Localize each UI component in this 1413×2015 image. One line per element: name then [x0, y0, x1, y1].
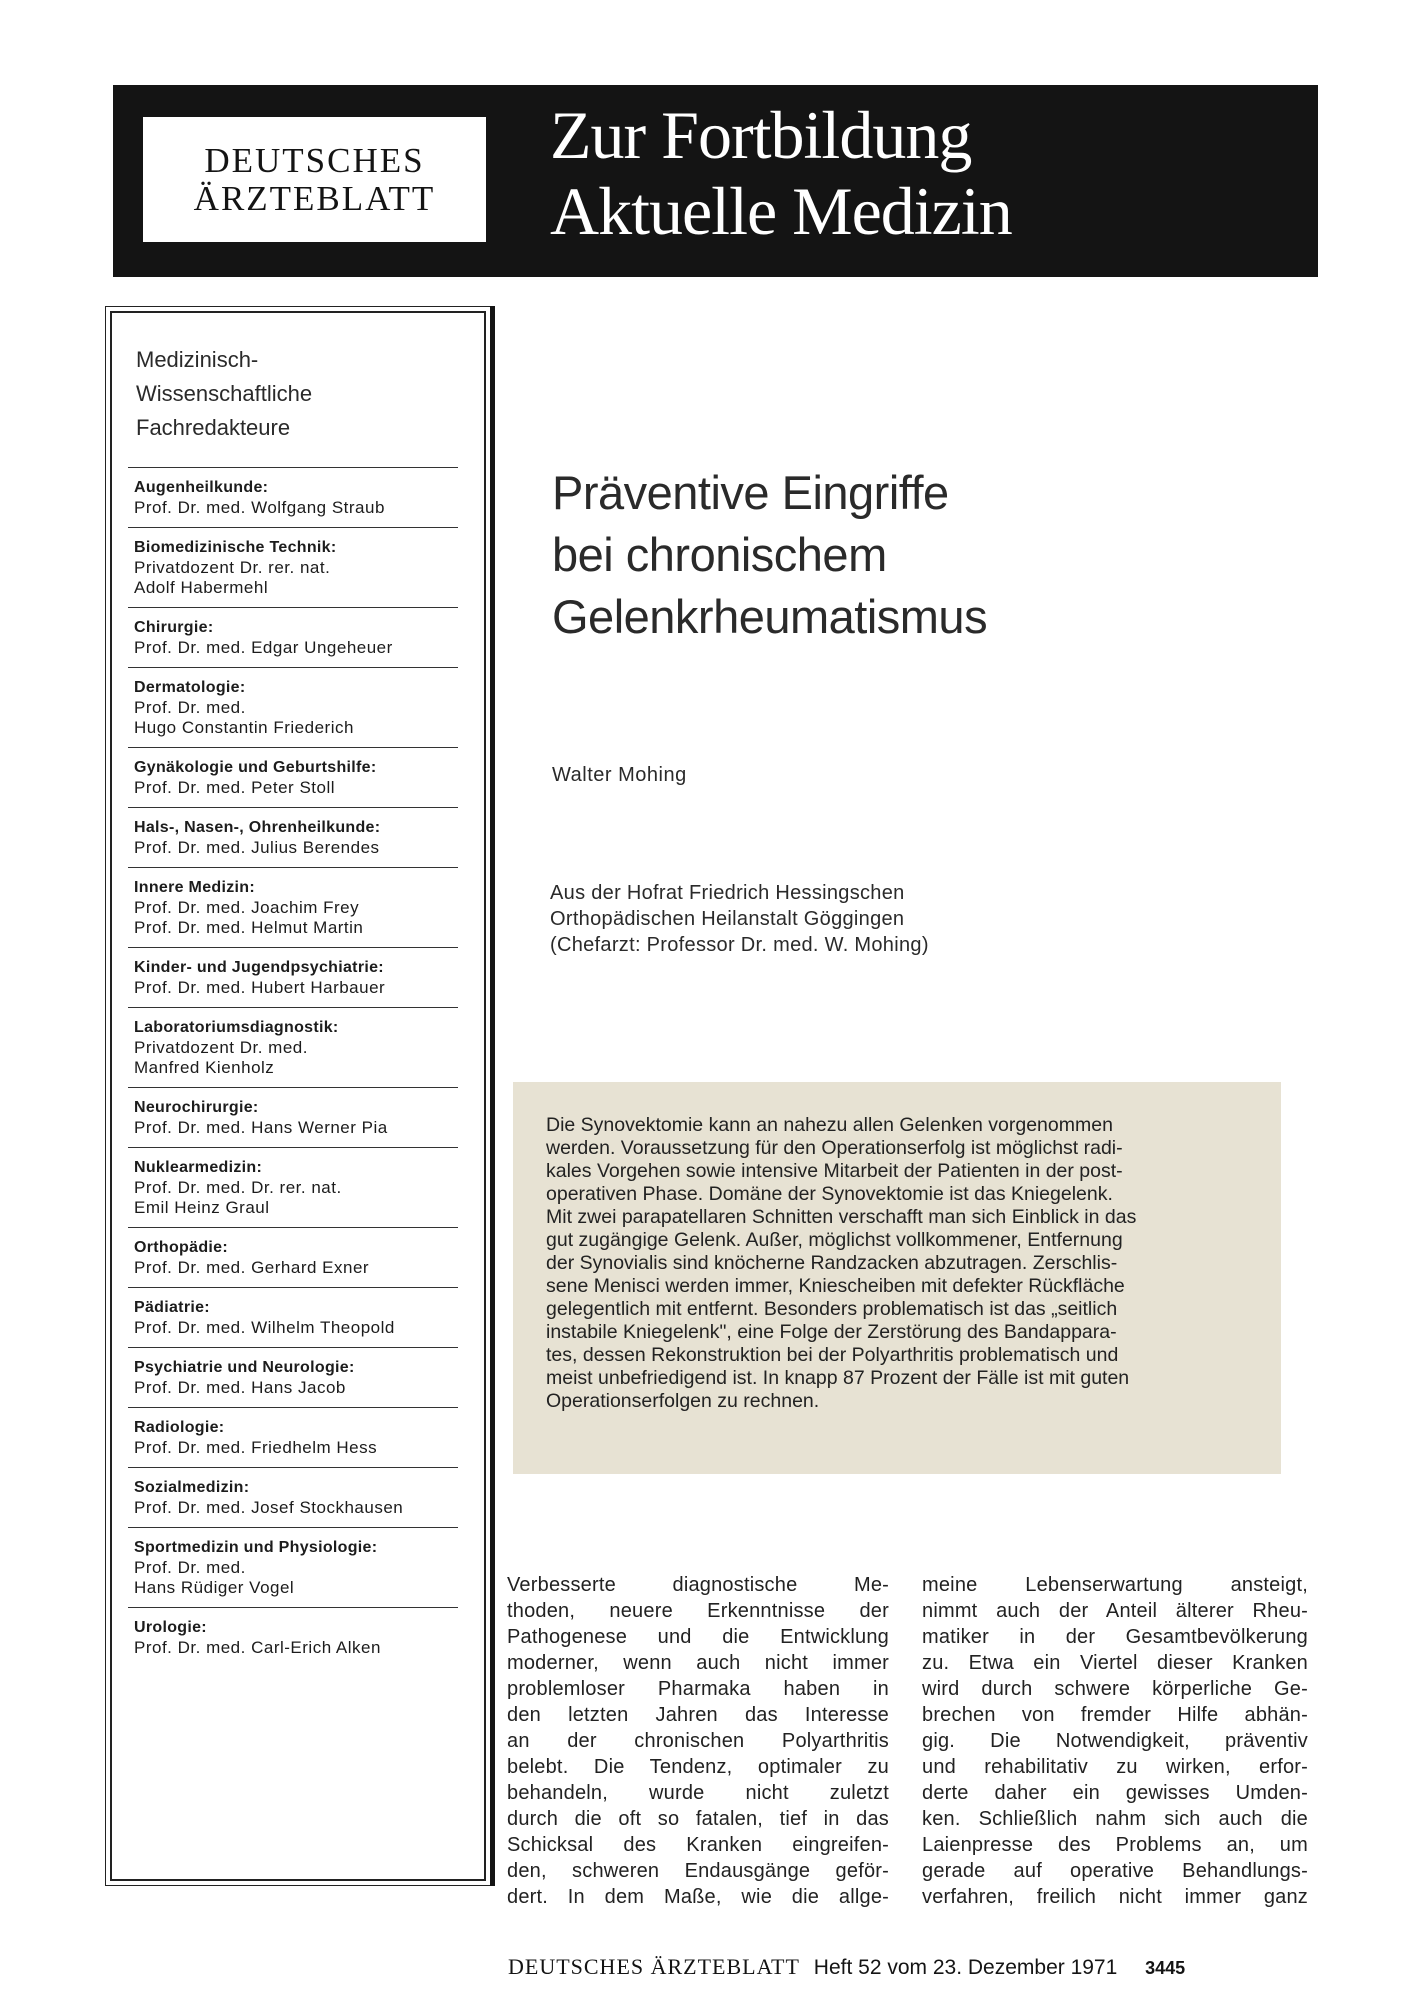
specialty-name: Pädiatrie: [134, 1299, 210, 1316]
body-text-line: matiker in der Gesamtbevölkerung [922, 1626, 1308, 1648]
specialty-entry [128, 1347, 458, 1407]
editors-panel [105, 306, 491, 1886]
specialty-name: Neurochirurgie: [134, 1099, 259, 1116]
editors-heading-line: Wissenschaftliche [136, 381, 313, 406]
specialty-editor: Prof. Dr. med. Julius Berendes [134, 838, 380, 857]
section-title-line-2: Aktuelle Medizin [550, 173, 1012, 249]
body-text-line: den letzten Jahren das Interesse [507, 1704, 889, 1726]
publication-logo [143, 117, 486, 242]
specialty-entry [128, 607, 458, 667]
specialty-name: Sportmedizin und Physiologie: [134, 1539, 378, 1556]
body-text-line: brechen von fremder Hilfe abhän- [922, 1704, 1308, 1726]
footer-issue: Heft 52 vom 23. Dezember 1971 [813, 1956, 1118, 1979]
abstract-line: werden. Voraussetzung für den Operationserfolg ist möglichst radi- [546, 1137, 1123, 1159]
body-text-line: meine Lebenserwartung ansteigt, [922, 1574, 1308, 1596]
specialty-entry [128, 1227, 458, 1287]
masthead-bar [113, 85, 1318, 277]
body-text-line: Laienpresse des Problems an, um [922, 1834, 1308, 1856]
specialty-name: Nuklearmedizin: [134, 1159, 263, 1176]
institution-line: (Chefarzt: Professor Dr. med. W. Mohing) [550, 934, 929, 956]
article-title-line: bei chronischem [552, 528, 887, 581]
body-text-line: Schicksal des Kranken eingreifen- [507, 1834, 889, 1856]
specialty-editor: Prof. Dr. med. Hans Werner Pia [134, 1118, 388, 1137]
specialty-name: Kinder- und Jugendpsychiatrie: [134, 959, 384, 976]
specialty-entry [128, 1467, 458, 1527]
editors-heading [136, 343, 312, 445]
specialty-entry [128, 807, 458, 867]
body-text-line: gig. Die Notwendigkeit, präventiv [922, 1730, 1308, 1752]
footer-publication: DEUTSCHES ÄRZTEBLATT [508, 1954, 800, 1979]
specialty-editor: Prof. Dr. med. Peter Stoll [134, 778, 336, 797]
article-title [552, 462, 987, 648]
article-institution [550, 880, 929, 958]
body-text-line: verfahren, freilich nicht immer ganz [922, 1886, 1308, 1908]
specialty-editor: Prof. Dr. med. Hubert Harbauer [134, 978, 386, 997]
specialty-editor: Hugo Constantin Friederich [134, 718, 354, 737]
specialty-entry [128, 1147, 458, 1227]
body-text-line: problemloser Pharmaka haben in [507, 1678, 889, 1700]
specialty-name: Dermatologie: [134, 679, 246, 696]
specialty-editor: Hans Rüdiger Vogel [134, 1578, 295, 1597]
body-text-line: belebt. Die Tendenz, optimaler zu [507, 1756, 889, 1778]
body-text-line: und rehabilitativ zu wirken, erfor- [922, 1756, 1308, 1778]
institution-line: Aus der Hofrat Friedrich Hessingschen [550, 882, 905, 904]
specialty-entry [128, 1607, 458, 1667]
article-title-line: Gelenkrheumatismus [552, 590, 988, 643]
specialty-editor: Prof. Dr. med. Edgar Ungeheuer [134, 638, 393, 657]
section-title [550, 97, 1012, 249]
editors-heading-line: Fachredakteure [136, 415, 291, 440]
article-author: Walter Mohing [552, 764, 687, 786]
specialty-name: Augenheilkunde: [134, 479, 269, 496]
specialty-editor: Prof. Dr. med. [134, 698, 246, 717]
article-abstract [513, 1082, 1281, 1474]
specialty-entry [128, 947, 458, 1007]
specialty-name: Radiologie: [134, 1419, 225, 1436]
column-divider [490, 306, 495, 1886]
specialty-editor: Prof. Dr. med. Dr. rer. nat. [134, 1178, 342, 1197]
body-text-line: derte daher ein gewisses Umden- [922, 1782, 1308, 1804]
specialty-name: Biomedizinische Technik: [134, 539, 337, 556]
body-text-line: zu. Etwa ein Viertel dieser Kranken [922, 1652, 1308, 1674]
specialty-name: Psychiatrie und Neurologie: [134, 1359, 355, 1376]
specialty-editor: Privatdozent Dr. rer. nat. [134, 558, 331, 577]
body-column-2 [922, 1572, 1308, 1910]
section-title-line-1: Zur Fortbildung [550, 97, 972, 173]
specialty-entry [128, 1407, 458, 1467]
abstract-line: meist unbefriedigend ist. In knapp 87 Prozent der Fälle ist mit guten [546, 1367, 1130, 1389]
specialty-name: Hals-, Nasen-, Ohrenheilkunde: [134, 819, 381, 836]
logo-line-2: ÄRZTEBLATT [193, 178, 436, 218]
abstract-line: der Synovialis sind knöcherne Randzacken abzutragen. Zerschlis- [546, 1252, 1118, 1274]
abstract-line: Operationserfolgen zu rechnen. [546, 1390, 820, 1412]
page-number: 3445 [1145, 1958, 1186, 1978]
specialty-editor: Prof. Dr. med. Wilhelm Theopold [134, 1318, 395, 1337]
specialty-editor: Prof. Dr. med. Wolfgang Straub [134, 498, 385, 517]
logo-line-1: DEUTSCHES [204, 140, 425, 180]
page-footer [508, 1954, 1185, 1980]
abstract-line: sene Menisci werden immer, Kniescheiben mit defekter Rückfläche [546, 1275, 1125, 1297]
body-text-line: ken. Schließlich nahm sich auch die [922, 1808, 1308, 1830]
body-text-line: dert. In dem Maße, wie die allge- [507, 1886, 889, 1908]
specialty-entry [128, 1287, 458, 1347]
body-text-line: wird durch schwere körperliche Ge- [922, 1678, 1308, 1700]
abstract-line: kales Vorgehen sowie intensive Mitarbeit der Patienten in der post- [546, 1160, 1123, 1182]
article-title-line: Präventive Eingriffe [552, 466, 949, 519]
specialty-name: Orthopädie: [134, 1239, 228, 1256]
specialty-entry [128, 1007, 458, 1087]
institution-line: Orthopädischen Heilanstalt Göggingen [550, 908, 905, 930]
specialty-editor: Prof. Dr. med. Helmut Martin [134, 918, 364, 937]
body-text-line: an der chronischen Polyarthritis [507, 1730, 889, 1752]
specialty-list [128, 467, 458, 1667]
specialty-name: Laboratoriumsdiagnostik: [134, 1019, 339, 1036]
abstract-line: tes, dessen Rekonstruktion bei der Polyarthritis problematisch und [546, 1344, 1119, 1366]
abstract-line: operativen Phase. Domäne der Synovektomie ist das Kniegelenk. [546, 1183, 1113, 1205]
abstract-line: instabile Kniegelenk", eine Folge der Zerstörung des Bandappara- [546, 1321, 1117, 1343]
specialty-name: Sozialmedizin: [134, 1479, 250, 1496]
specialty-editor: Manfred Kienholz [134, 1058, 275, 1077]
body-text-line: Verbesserte diagnostische Me- [507, 1574, 889, 1596]
specialty-name: Innere Medizin: [134, 879, 255, 896]
specialty-entry [128, 1527, 458, 1607]
specialty-entry [128, 467, 458, 527]
specialty-editor: Prof. Dr. med. Friedhelm Hess [134, 1438, 378, 1457]
specialty-editor: Prof. Dr. med. Joachim Frey [134, 898, 360, 917]
abstract-line: Die Synovektomie kann an nahezu allen Gelenken vorgenommen [546, 1114, 1113, 1136]
specialty-name: Urologie: [134, 1619, 207, 1636]
specialty-editor: Prof. Dr. med. Carl-Erich Alken [134, 1638, 381, 1657]
body-text-line: durch die oft so fatalen, tief in das [507, 1808, 889, 1830]
specialty-editor: Emil Heinz Graul [134, 1198, 270, 1217]
specialty-editor: Prof. Dr. med. [134, 1558, 246, 1577]
specialty-name: Chirurgie: [134, 619, 214, 636]
body-text-line: nimmt auch der Anteil älterer Rheu- [922, 1600, 1308, 1622]
specialty-name: Gynäkologie und Geburtshilfe: [134, 759, 377, 776]
abstract-line: gut zugängige Gelenk. Außer, möglichst vollkommener, Entfernung [546, 1229, 1123, 1251]
specialty-editor: Adolf Habermehl [134, 578, 269, 597]
specialty-entry [128, 667, 458, 747]
body-text-line: moderner, wenn auch nicht immer [507, 1652, 889, 1674]
specialty-editor: Prof. Dr. med. Hans Jacob [134, 1378, 346, 1397]
body-text-line: Pathogenese und die Entwicklung [507, 1626, 889, 1648]
body-text-line: thoden, neuere Erkenntnisse der [507, 1600, 889, 1622]
editors-heading-line: Medizinisch- [136, 347, 259, 372]
body-text-line: den, schweren Endausgänge geför- [507, 1860, 889, 1882]
body-text-line: behandeln, wurde nicht zuletzt [507, 1782, 889, 1804]
specialty-entry [128, 1087, 458, 1147]
specialty-entry [128, 867, 458, 947]
specialty-editor: Prof. Dr. med. Josef Stockhausen [134, 1498, 404, 1517]
abstract-line: Mit zwei parapatellaren Schnitten verschafft man sich Einblick in das [546, 1206, 1137, 1228]
abstract-line: gelegentlich mit entfernt. Besonders problematisch ist das „seitlich [546, 1298, 1118, 1320]
specialty-editor: Prof. Dr. med. Gerhard Exner [134, 1258, 370, 1277]
specialty-editor: Privatdozent Dr. med. [134, 1038, 308, 1057]
specialty-entry [128, 527, 458, 607]
specialty-entry [128, 747, 458, 807]
body-text-line: gerade auf operative Behandlungs- [922, 1860, 1308, 1882]
body-column-1 [507, 1572, 889, 1910]
